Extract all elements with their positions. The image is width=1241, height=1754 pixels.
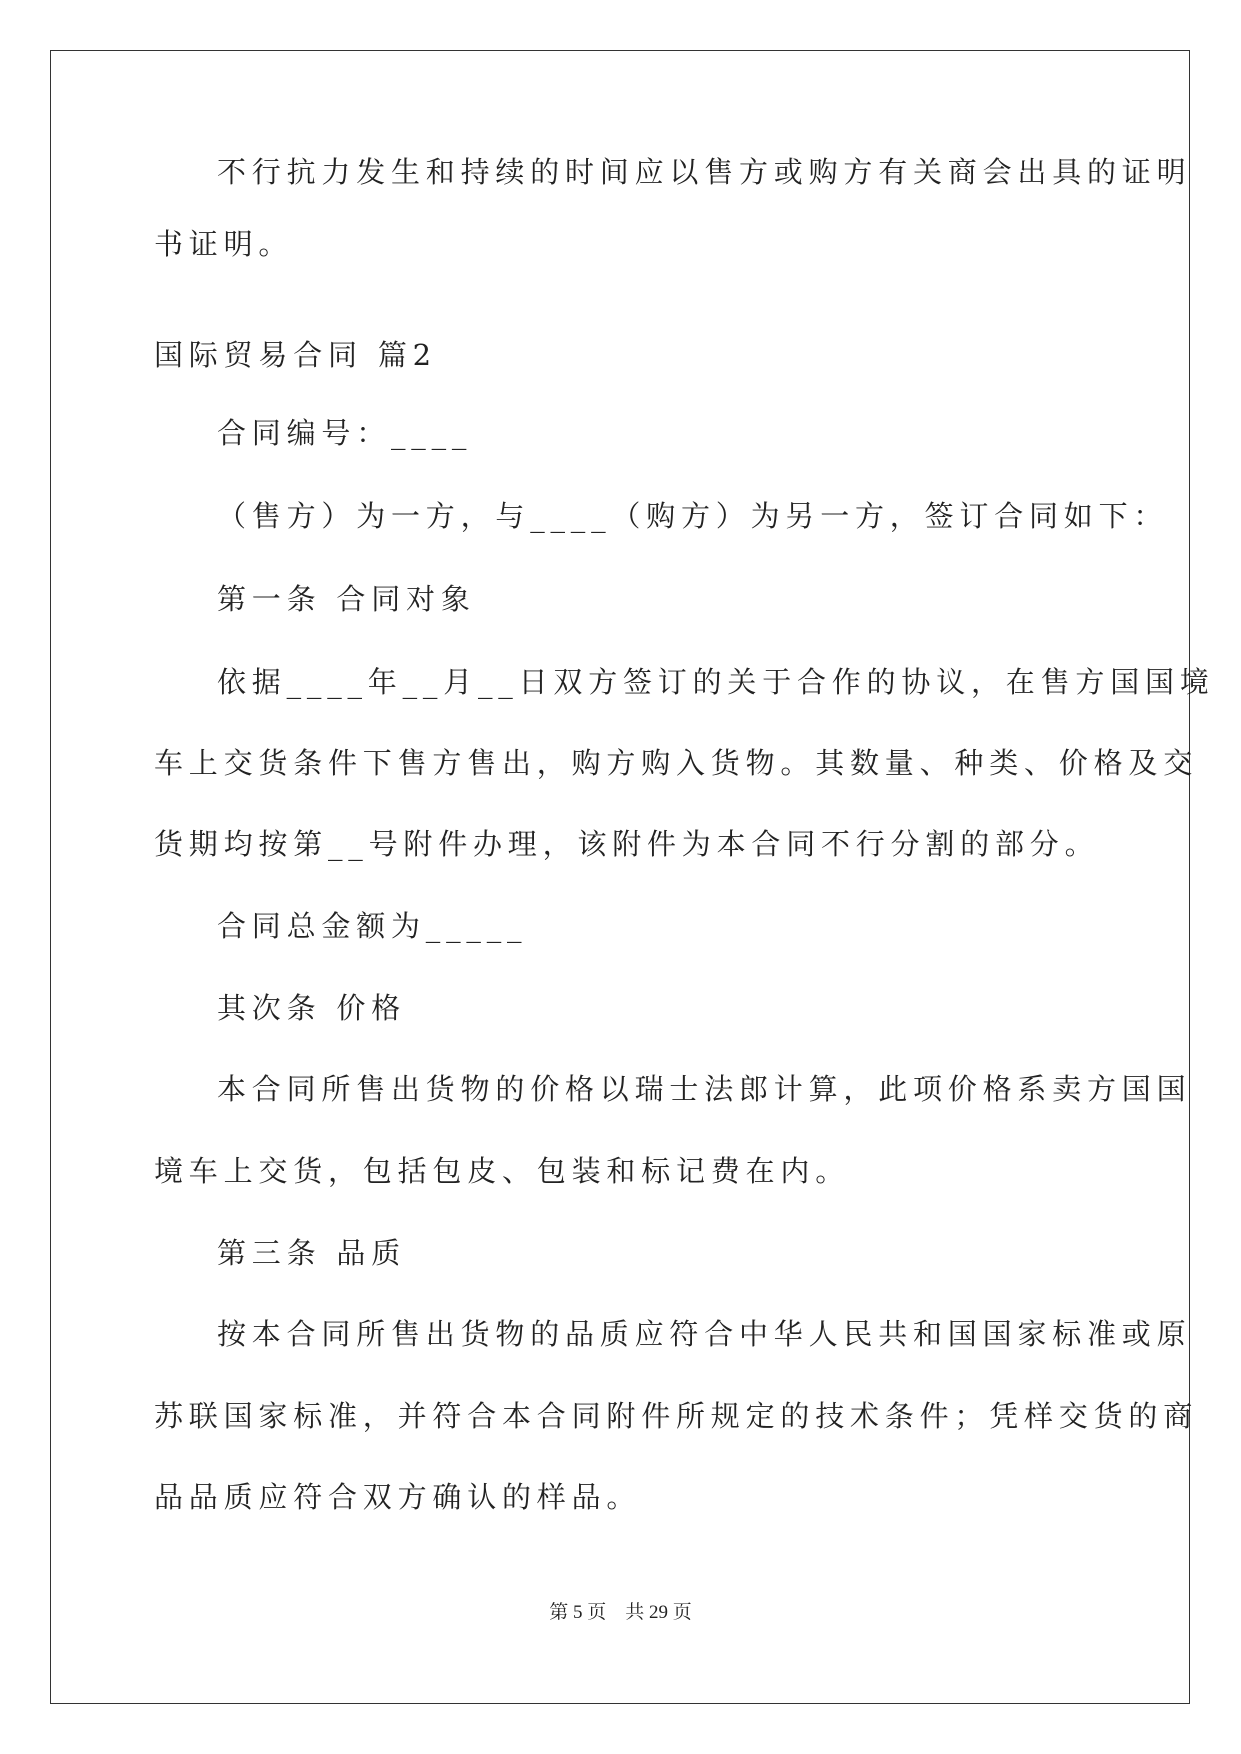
section-heading: 国际贸易合同 篇2 bbox=[154, 338, 437, 372]
article-heading: 第三条 品质 bbox=[217, 1236, 407, 1270]
paragraph-line: 合同总金额为_____ bbox=[217, 909, 528, 943]
paragraph-line: 本合同所售出货物的价格以瑞士法郎计算，此项价格系卖方国国 bbox=[217, 1072, 1192, 1106]
article-heading: 其次条 价格 bbox=[217, 991, 407, 1025]
page-border bbox=[50, 50, 1190, 1704]
paragraph-line: 苏联国家标准，并符合本合同附件所规定的技术条件；凭样交货的商 bbox=[154, 1399, 1199, 1433]
contract-number-line: 合同编号：____ bbox=[217, 416, 473, 450]
paragraph-line: 境车上交货，包括包皮、包装和标记费在内。 bbox=[154, 1154, 851, 1188]
paragraph-line: 依据____年__月__日双方签订的关于合作的协议，在售方国国境 bbox=[217, 665, 1215, 699]
paragraph-line: 书证明。 bbox=[154, 227, 294, 261]
paragraph-line: （售方）为一方，与____（购方）为另一方，签订合同如下： bbox=[217, 499, 1169, 533]
article-heading: 第一条 合同对象 bbox=[217, 582, 476, 616]
paragraph-line: 货期均按第__号附件办理，该附件为本合同不行分割的部分。 bbox=[154, 827, 1100, 861]
paragraph-line: 不行抗力发生和持续的时间应以售方或购方有关商会出具的证明 bbox=[217, 155, 1192, 189]
paragraph-line: 品品质应符合双方确认的样品。 bbox=[154, 1480, 642, 1514]
paragraph-line: 按本合同所售出货物的品质应符合中华人民共和国国家标准或原 bbox=[217, 1317, 1192, 1351]
paragraph-line: 车上交货条件下售方售出，购方购入货物。其数量、种类、价格及交 bbox=[154, 746, 1199, 780]
page-footer: 第 5 页 共 29 页 bbox=[549, 1602, 692, 1623]
